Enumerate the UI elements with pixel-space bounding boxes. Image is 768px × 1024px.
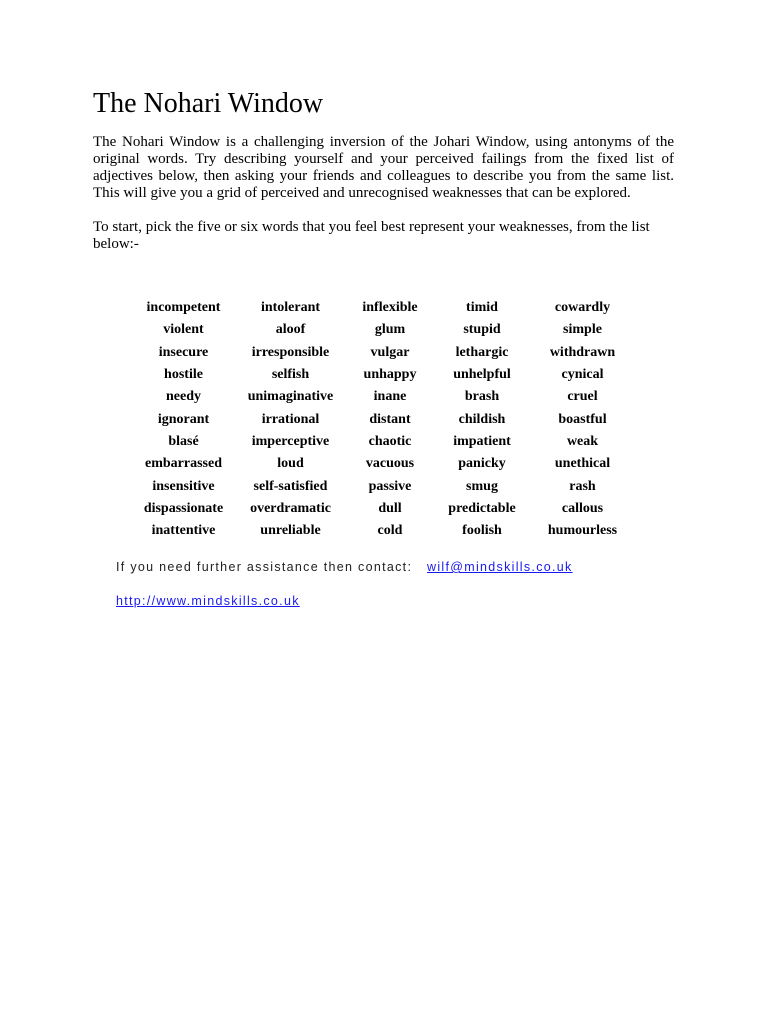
adjective-cell: hostile (164, 367, 203, 383)
adjective-cell: unimaginative (247, 389, 334, 405)
website-line (116, 592, 300, 610)
adjective-cell: inattentive (151, 523, 216, 539)
adjective-cell: childish (458, 411, 506, 427)
table-row (133, 319, 634, 341)
adjective-cell: inflexible (362, 300, 418, 316)
email-link[interactable]: wilf@mindskills.co.uk (427, 560, 573, 574)
page-title: The Nohari Window (93, 88, 324, 119)
adjective-cell: loud (277, 456, 304, 472)
adjective-cell: humourless (547, 523, 618, 539)
table-row (133, 431, 634, 453)
adjective-cell: distant (369, 411, 411, 427)
adjective-cell: cruel (567, 389, 598, 405)
adjective-cell: unhelpful (453, 367, 511, 383)
adjective-cell: lethargic (455, 344, 509, 360)
adjective-cell: boastful (558, 411, 607, 427)
adjective-cell: ignorant (157, 411, 210, 427)
adjective-cell: imperceptive (251, 433, 330, 449)
adjective-cell: withdrawn (549, 344, 616, 360)
adjective-cell: simple (563, 322, 602, 338)
instruction-paragraph: To start, pick the five or six words that you feel best represent your weaknesses, from the list below:- (93, 219, 650, 252)
adjective-cell: cold (377, 523, 403, 539)
adjective-cell: incompetent (146, 300, 221, 316)
adjective-table (133, 297, 634, 542)
adjective-cell: impatient (453, 433, 511, 449)
adjective-cell: dispassionate (143, 500, 224, 516)
adjective-cell: rash (569, 478, 596, 494)
adjective-cell: unethical (554, 456, 611, 472)
adjective-cell: self-satisfied (253, 478, 328, 494)
adjective-cell: weak (566, 433, 599, 449)
adjective-cell: stupid (463, 322, 501, 338)
adjective-cell: brash (464, 389, 500, 405)
adjective-cell: predictable (448, 500, 516, 516)
adjective-cell: irresponsible (251, 344, 330, 360)
adjective-cell: overdramatic (250, 500, 331, 516)
adjective-cell: insecure (158, 344, 209, 360)
adjective-cell: foolish (462, 523, 502, 539)
intro-paragraph: The Nohari Window is a challenging inversion of the Johari Window, using antonyms of the original words. Try describing yourself and your perceived failings from the fixed list of adjectives below, then asking your friends and colleagues to describe you from the same list. This will give you a grid of perceived and unrecognised weaknesses that can be explored. (93, 134, 674, 201)
adjective-cell: panicky (458, 456, 506, 472)
adjective-cell: glum (374, 322, 406, 338)
table-row (133, 364, 634, 386)
adjective-cell: unreliable (260, 523, 321, 539)
adjective-cell: blasé (168, 433, 199, 449)
adjective-cell: chaotic (368, 433, 412, 449)
adjective-cell: insensitive (152, 478, 215, 494)
adjective-cell: intolerant (260, 300, 321, 316)
adjective-cell: dull (378, 500, 402, 516)
table-row (133, 297, 634, 319)
adjective-cell: selfish (271, 367, 310, 383)
table-row (133, 408, 634, 430)
adjective-cell: aloof (275, 322, 306, 338)
table-row (133, 386, 634, 408)
adjective-cell: cowardly (554, 300, 611, 316)
table-row (133, 498, 634, 520)
adjective-cell: embarrassed (145, 456, 222, 472)
adjective-cell: callous (561, 500, 604, 516)
adjective-cell: cynical (561, 367, 604, 383)
adjective-cell: unhappy (363, 367, 417, 383)
table-row (133, 520, 634, 542)
contact-line (116, 558, 573, 576)
table-row (133, 342, 634, 364)
adjective-cell: needy (166, 389, 201, 405)
adjective-cell: vulgar (370, 344, 410, 360)
website-link[interactable]: http://www.mindskills.co.uk (116, 594, 300, 608)
adjective-cell: passive (368, 478, 412, 494)
table-row (133, 453, 634, 475)
adjective-cell: inane (373, 389, 407, 405)
adjective-cell: vacuous (365, 456, 415, 472)
adjective-cell: irrational (261, 411, 320, 427)
adjective-cell: smug (466, 478, 498, 494)
adjective-cell: violent (163, 322, 204, 338)
adjective-cell: timid (466, 300, 498, 316)
contact-label: If you need further assistance then contact: (116, 560, 413, 574)
table-row (133, 475, 634, 497)
